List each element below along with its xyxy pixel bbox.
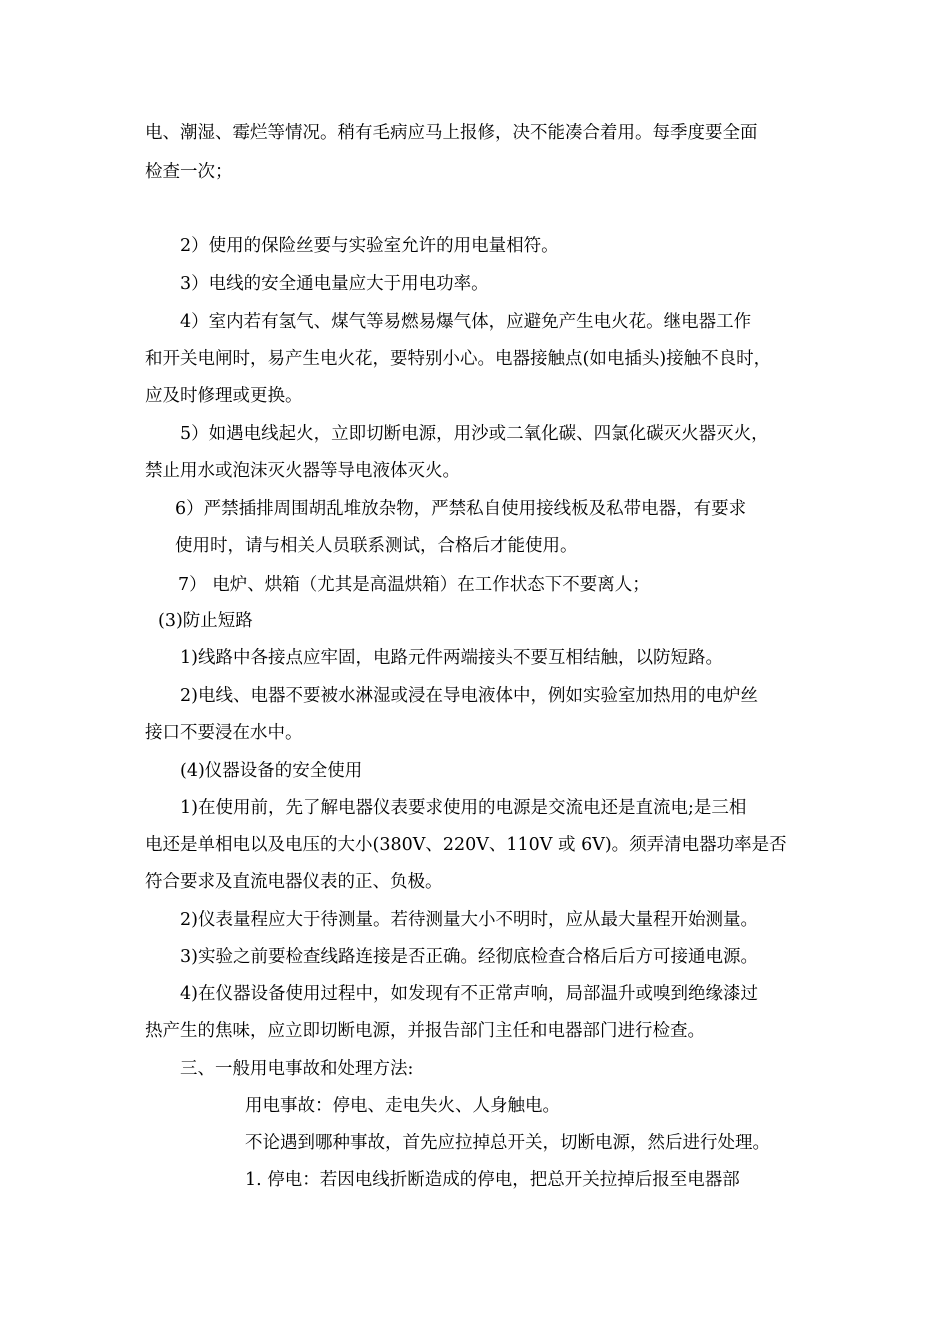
text-line: 7） 电炉、烘箱（尤其是高温烘箱）在工作状态下不要离人； [178, 575, 650, 595]
text-line: 和开关电闸时，易产生电火花，要特别小心。电器接触点(如电插头)接触不良时， [145, 349, 772, 369]
section-heading: 三、一般用电事故和处理方法: [180, 1059, 414, 1079]
text-line: 2)仪表量程应大于待测量。若待测量大小不明时，应从最大量程开始测量。 [180, 910, 758, 930]
text-line: 3)实验之前要检查线路连接是否正确。经彻底检查合格后后方可接通电源。 [180, 947, 758, 967]
section-heading: (4)仪器设备的安全使用 [180, 761, 363, 781]
text-line: 热产生的焦味，应立即切断电源，并报告部门主任和电器部门进行检查。 [145, 1021, 705, 1041]
text-line: 2)电线、电器不要被水淋湿或浸在导电液体中，例如实验室加热用的电炉丝 [180, 686, 758, 706]
text-line: 电还是单相电以及电压的大小(380V、220V、110V 或 6V)。须弄清电器功率是否 [145, 835, 787, 855]
list-item: 1. 停电：若因电线折断造成的停电，把总开关拉掉后报至电器部 [245, 1170, 740, 1190]
text-line: 使用时，请与相关人员联系测试，合格后才能使用。 [175, 536, 578, 556]
text-line: 电、潮湿、霉烂等情况。稍有毛病应马上报修，决不能凑合着用。每季度要全面 [145, 123, 758, 143]
text-line: 1)线路中各接点应牢固，电路元件两端接头不要互相结触，以防短路。 [180, 648, 723, 668]
text-line: 5）如遇电线起火，立即切断电源，用沙或二氧化碳、四氯化碳灭火器灭火， [180, 424, 769, 444]
text-line: 1)在使用前，先了解电器仪表要求使用的电源是交流电还是直流电;是三相 [180, 798, 747, 818]
text-line: 3）电线的安全通电量应大于用电功率。 [180, 274, 489, 294]
text-line: 应及时修理或更换。 [145, 386, 303, 406]
text-line: 6）严禁插排周围胡乱堆放杂物，严禁私自使用接线板及私带电器，有要求 [175, 499, 747, 519]
text-line: 4)在仪器设备使用过程中，如发现有不正常声响，局部温升或嗅到绝缘漆过 [180, 984, 758, 1004]
text-line: 接口不要浸在水中。 [145, 723, 303, 743]
text-line: 2）使用的保险丝要与实验室允许的用电量相符。 [180, 236, 559, 256]
section-heading: (3)防止短路 [158, 611, 253, 631]
text-line: 符合要求及直流电器仪表的正、负极。 [145, 872, 443, 892]
text-line: 用电事故：停电、走电失火、人身触电。 [245, 1096, 560, 1116]
text-line: 检查一次； [145, 162, 233, 182]
text-line: 禁止用水或泡沫灭火器等导电液体灭火。 [145, 461, 460, 481]
text-line: 不论遇到哪种事故，首先应拉掉总开关，切断电源，然后进行处理。 [245, 1133, 770, 1153]
text-line: 4）室内若有氢气、煤气等易燃易爆气体，应避免产生电火花。继电器工作 [180, 312, 752, 332]
